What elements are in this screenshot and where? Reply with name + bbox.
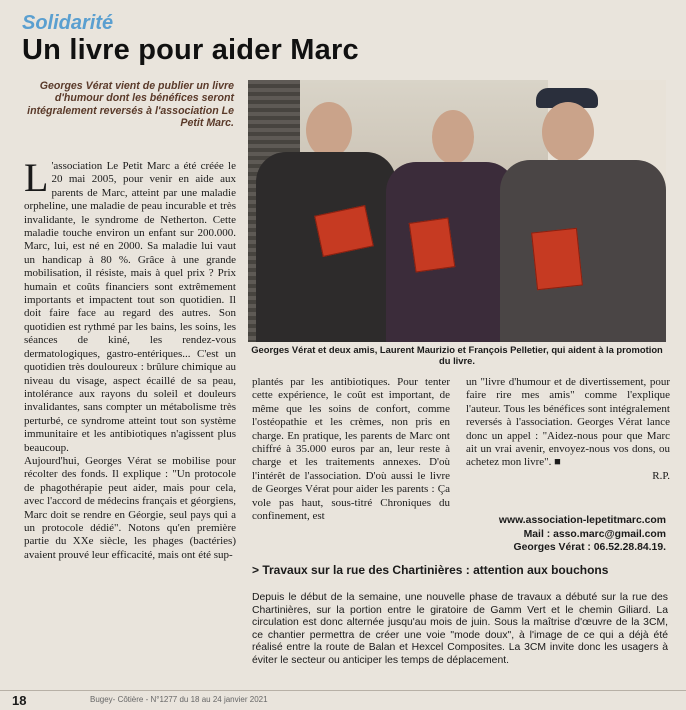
article-column-2 <box>252 376 450 523</box>
article-column-3 <box>466 376 670 483</box>
article-paragraph: 'association Le Petit Marc a été créée le 20 mai 2005, pour venir en aide aux parents de Marc, atteint par une maladie orpheline, une maladie de peau incurable et très invalidante, le syndrome de Netherton. Cette maladie touche environ un enfant sur 200.000. Marc, lui, est né en 2000. Sa maladie lui vaut un handicap à 80 %. Grâce à une grande mobilisation, il résiste, mais à quel prix ? Prix humain et coûts financiers sont extrêmement importants et impactent tout son quotidien. Il doit faire face au regard des autres. Son quotidien est rythmé par les bains, les soins, les séances de kiné, les rendez-vous dermatologiques, gastro-entériques... C'est un quotidien très douloureux : brûlure chimique au niveau du visage, aspect écaillé de sa peau, intolérance aux rayons du soleil et douleurs invalidantes, sans compter un métabolisme très perturbé, ce syndrome atteint tout son système immunitaire et les antibiotiques n'agissent plus beaucoup. <box>24 160 236 454</box>
article-signature: R.P. <box>652 469 670 482</box>
article-photo <box>248 80 666 342</box>
article-dropcap: L <box>24 155 49 200</box>
article-paragraph: plantés par les antibiotiques. Pour tenter cette expérience, le coût est important, de même que les soins de confort, comme l'ostéopathie et les crèmes, non pris en charge. En pratique, les parents de Marc ont chiffré à 35.000 euros par an, leur reste à charge et les traitements annexes. D'où l'intérêt de l'association. D'où aussi le livre de Georges Vérat pour aider les parents : Ça vole pas haut, sous-titré Chroniques du confinement, est <box>252 376 450 523</box>
book-cover-middle <box>409 217 456 272</box>
contact-website: www.association-lepetitmarc.com <box>498 515 666 526</box>
page-number: 18 <box>12 693 27 708</box>
article-column-1 <box>24 155 236 562</box>
contact-box <box>466 514 666 555</box>
photo-caption: Georges Vérat et deux amis, Laurent Maurizio et François Pelletier, qui aident à la promotion du livre. <box>251 344 663 366</box>
article-headline: Un livre pour aider Marc <box>22 34 359 66</box>
section-rubric: Solidarité <box>22 12 114 34</box>
article-paragraph: Aujourd'hui, Georges Vérat se mobilise pour récolter des fonds. Il explique : "Un protocole de phagothérapie peut aider, mais pour cela, avec l'accord de médecins français et géorgiens, Marc doit se rendre en Géorgie, seul pays qui a un protocole dédié". Notons qu'en première partie du XXe siècle, les phages (bactéries) avaient prouvé leur efficacité, mais ont été sup- <box>24 454 236 561</box>
issue-info: Bugey- Côtière - N°1277 du 18 au 24 janvier 2021 <box>90 695 268 704</box>
brief-body: Depuis le début de la semaine, une nouvelle phase de travaux a débuté sur la rue des Chartinières, sur la portion entre le giratoire de Gamm Vert et le chemin Giliard. La circulation est donc alternée jusqu'au mois de juin. Sous la maîtrise d'œuvre de la 3CM, ce chantier permettra de créer une voie "mode doux", à l'image de ce qui a déjà été réalisé entre la route de Balan et Hexcel Composites. La 3CM invite donc les usagers à éviter le secteur ou anticiper les temps de déplacement. <box>252 592 668 666</box>
article-paragraph: un "livre d'humour et de divertissement, pour faire rire mes amis" comme l'explique l'auteur. Tous les bénéfices sont intégralement reversés à l'association. Georges Vérat lance donc un appel : "Aidez-nous pour que Marc ait un vrai avenir, envoyez-nous vos dons, ou achetez mon livre". ■ <box>466 376 670 469</box>
contact-phone: Georges Vérat : 06.52.28.84.19. <box>513 542 666 554</box>
contact-mail: Mail : asso.marc@gmail.com <box>523 528 666 540</box>
brief-title: > Travaux sur la rue des Chartinières : attention aux bouchons <box>252 563 609 577</box>
article-standfirst: Georges Vérat vient de publier un livre d'humour dont les bénéfices seront intégralement reversés à l'association Le Petit Marc. <box>27 80 234 130</box>
book-cover-right <box>531 228 583 290</box>
page-footer <box>0 690 686 710</box>
